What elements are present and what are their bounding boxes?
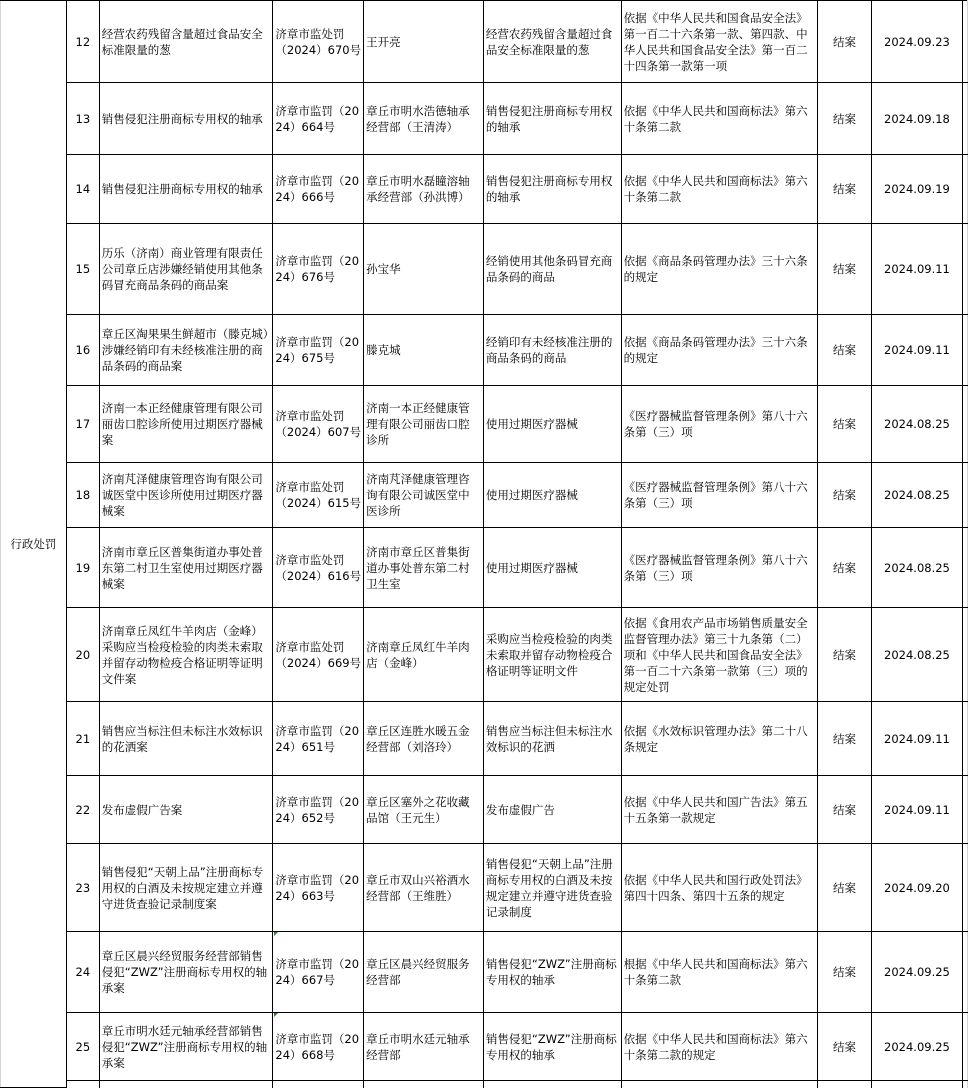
date-cell[interactable]: 2024.09.23 [871, 1, 962, 83]
party-cell[interactable]: 章丘区晨兴经贸服务经营部 [364, 932, 484, 1013]
table-row[interactable] [1, 608, 968, 702]
violation-cell[interactable]: 经销使用其他条码冒充商品条码的商品 [483, 224, 621, 315]
document-number-cell[interactable]: 济章市监处罚（2024）607号 [273, 386, 364, 463]
edge-cell [962, 315, 967, 386]
case-name-cell[interactable]: 章丘市明水廷元轴承经营部销售侵犯“ZWZ”注册商标专用权的轴承案 [99, 1013, 273, 1081]
cell-comment-marker [274, 932, 278, 936]
party-cell[interactable]: 章丘市双山兴裕酒水经营部（王维胜） [364, 844, 484, 932]
party-cell[interactable]: 章丘市明水廷元轴承经营部 [364, 1013, 484, 1081]
row-number[interactable]: 25 [66, 1013, 99, 1081]
edge-cell [962, 608, 967, 702]
row-number[interactable]: 14 [66, 155, 99, 224]
basis-cell[interactable]: 依据《中华人民共和国商标法》第六十条第二款 [621, 83, 818, 155]
violation-cell[interactable]: 销售侵犯注册商标专用权的轴承 [483, 155, 621, 224]
case-name-cell[interactable]: 济南芃泽健康管理咨询有限公司诚医堂中医诊所使用过期医疗器械案 [99, 463, 273, 528]
edge-cell [962, 155, 967, 224]
violation-cell[interactable]: 使用过期医疗器械 [483, 463, 621, 528]
basis-cell[interactable]: 《医疗器械监督管理条例》第八十六条第（三）项 [621, 528, 818, 608]
table-row[interactable] [1, 702, 968, 776]
row-number[interactable]: 12 [66, 1, 99, 83]
case-name-cell[interactable]: 销售侵犯注册商标专用权的轴承 [99, 83, 273, 155]
edge-cell [962, 463, 967, 528]
result-cell[interactable]: 结案 [818, 932, 872, 1013]
case-name-cell[interactable]: 济南市章丘区普集街道办事处普东第二村卫生室使用过期医疗器械案 [99, 528, 273, 608]
edge-cell [962, 1, 967, 83]
document-number-cell[interactable]: 济章市监罚（2024）667号 [273, 932, 364, 1013]
row-number[interactable]: 16 [66, 315, 99, 386]
result-cell[interactable]: 结案 [818, 155, 872, 224]
table-row[interactable] [1, 776, 968, 844]
party-cell[interactable]: 章丘市明水浩德轴承经营部（王清涛） [364, 83, 484, 155]
date-cell[interactable]: 2024.09.11 [871, 315, 962, 386]
party-cell[interactable]: 滕克城 [364, 315, 484, 386]
row-number[interactable]: 24 [66, 932, 99, 1013]
violation-cell[interactable]: 使用过期医疗器械 [483, 386, 621, 463]
result-cell[interactable]: 结案 [818, 463, 872, 528]
document-number-cell[interactable]: 济章市监罚（2024）668号 [273, 1013, 364, 1081]
violation-cell[interactable]: 销售侵犯“天朝上品”注册商标专用权的白酒及未按规定建立并遵守进货查验记录制度 [483, 844, 621, 932]
party-cell[interactable]: 济南章丘凤红牛羊肉店（金峰） [364, 608, 484, 702]
case-name-cell[interactable]: 发布虚假广告案 [99, 776, 273, 844]
result-cell[interactable]: 结案 [818, 528, 872, 608]
case-name-cell[interactable]: 章丘区晨兴经贸服务经营部销售侵犯“ZWZ”注册商标专用权的轴承案 [99, 932, 273, 1013]
edge-cell [962, 224, 967, 315]
row-number[interactable]: 21 [66, 702, 99, 776]
document-number-cell[interactable]: 济章市监罚（2024）651号 [273, 702, 364, 776]
document-number-cell[interactable]: 济章市监罚（2024）664号 [273, 83, 364, 155]
edge-cell [962, 83, 967, 155]
table-row[interactable] [1, 386, 968, 463]
document-number-cell[interactable]: 济章市监罚（2024）663号 [273, 844, 364, 932]
document-number-cell[interactable]: 济章市监处罚（2024）615号 [273, 463, 364, 528]
case-name-cell[interactable]: 销售应当标注但未标注水效标识的花洒案 [99, 702, 273, 776]
row-number[interactable]: 15 [66, 224, 99, 315]
party-cell[interactable]: 章丘区连胜水暖五金经营部（刘洛玲） [364, 702, 484, 776]
party-cell[interactable]: 章丘区塞外之花收藏品馆（王元生） [364, 776, 484, 844]
basis-cell[interactable]: 《医疗器械监督管理条例》第八十六条第（三）项 [621, 463, 818, 528]
table-row[interactable] [1, 83, 968, 155]
date-cell[interactable]: 2024.09.19 [871, 155, 962, 224]
row-number[interactable]: 20 [66, 608, 99, 702]
row-number[interactable]: 13 [66, 83, 99, 155]
row-number[interactable]: 22 [66, 776, 99, 844]
violation-cell[interactable]: 销售侵犯“ZWZ”注册商标专用权的轴承 [483, 932, 621, 1013]
violation-cell[interactable]: 使用过期医疗器械 [483, 528, 621, 608]
party-cell[interactable]: 济南芃泽健康管理咨询有限公司诚医堂中医诊所 [364, 463, 484, 528]
document-number-cell[interactable]: 济章市监罚（2024）652号 [273, 776, 364, 844]
result-cell[interactable]: 结案 [818, 702, 872, 776]
date-cell[interactable]: 2024.08.25 [871, 463, 962, 528]
date-cell[interactable]: 2024.09.25 [871, 932, 962, 1013]
edge-cell [962, 932, 967, 1013]
document-number-cell[interactable]: 济章市监处罚（2024）669号 [273, 608, 364, 702]
case-name-cell[interactable]: 济南一本正经健康管理有限公司丽齿口腔诊所使用过期医疗器械案 [99, 386, 273, 463]
date-cell[interactable]: 2024.09.18 [871, 83, 962, 155]
basis-cell[interactable]: 依据《中华人民共和国食品安全法》第一百二十六条第一款、第四款、中华人民共和国食品安全法》第一百二十四条第一款第一项 [621, 1, 818, 83]
table-row[interactable] [1, 315, 968, 386]
table-row[interactable] [1, 932, 968, 1013]
party-cell[interactable]: 孙宝华 [364, 224, 484, 315]
result-cell[interactable]: 结案 [818, 224, 872, 315]
date-cell[interactable]: 2024.08.25 [871, 528, 962, 608]
table-row-partial [1, 1081, 968, 1088]
table-row[interactable] [1, 224, 968, 315]
result-cell[interactable]: 结案 [818, 1, 872, 83]
case-name-cell[interactable]: 销售侵犯注册商标专用权的轴承 [99, 155, 273, 224]
case-name-cell[interactable]: 章丘区淘果果生鲜超市（滕克城）涉嫌经销印有未经核准注册的商品条码的商品案 [99, 315, 273, 386]
violation-cell[interactable]: 销售侵犯“ZWZ”注册商标专用权的轴承 [483, 1013, 621, 1081]
edge-cell [962, 1013, 967, 1081]
date-cell[interactable]: 2024.09.25 [871, 1013, 962, 1081]
table-row[interactable] [1, 1013, 968, 1081]
row-number[interactable]: 18 [66, 463, 99, 528]
basis-cell[interactable]: 依据《中华人民共和国商标法》第六十条第二款的规定 [621, 1013, 818, 1081]
result-cell[interactable]: 结案 [818, 608, 872, 702]
basis-cell[interactable]: 依据《中华人民共和国广告法》第五十五条第一款规定 [621, 776, 818, 844]
row-number[interactable]: 17 [66, 386, 99, 463]
table-row[interactable] [1, 463, 968, 528]
result-cell[interactable]: 结案 [818, 386, 872, 463]
document-number-cell[interactable]: 济章市监处罚（2024）616号 [273, 528, 364, 608]
date-cell[interactable]: 2024.09.11 [871, 776, 962, 844]
edge-cell [962, 844, 967, 932]
basis-cell[interactable]: 根据《中华人民共和国商标法》第六十条第二款 [621, 932, 818, 1013]
row-number[interactable]: 23 [66, 844, 99, 932]
edge-cell [962, 776, 967, 844]
case-name-cell[interactable]: 济南章丘凤红牛羊肉店（金峰）采购应当检疫检验的肉类未索取并留存动物检疫合格证明等证明文件案 [99, 608, 273, 702]
basis-cell[interactable]: 依据《食用农产品市场销售质量安全监督管理办法》第三十九条第（二）项和《中华人民共和国食品安全法》第一百二十六条第一款第（三）项的规定处罚 [621, 608, 818, 702]
result-cell[interactable]: 结案 [818, 315, 872, 386]
document-number-cell[interactable]: 济章市监罚（2024）666号 [273, 155, 364, 224]
party-cell[interactable]: 王开亮 [364, 1, 484, 83]
row-number[interactable]: 19 [66, 528, 99, 608]
basis-cell[interactable]: 依据《中华人民共和国行政处罚法》第四十四条、第四十五条的规定 [621, 844, 818, 932]
cell-comment-marker [274, 1013, 278, 1017]
basis-cell[interactable]: 《医疗器械监督管理条例》第八十六条第（三）项 [621, 386, 818, 463]
document-number-cell[interactable]: 济章市监罚（2024）676号 [273, 224, 364, 315]
table-row[interactable] [1, 528, 968, 608]
result-cell[interactable]: 结案 [818, 776, 872, 844]
party-cell[interactable]: 济南市章丘区普集街道办事处普东第二村卫生室 [364, 528, 484, 608]
case-name-cell[interactable]: 经营农药残留含量超过食品安全标准限量的葱 [99, 1, 273, 83]
date-cell[interactable]: 2024.09.11 [871, 224, 962, 315]
basis-cell[interactable]: 依据《商品条码管理办法》三十六条的规定 [621, 224, 818, 315]
result-cell[interactable]: 结案 [818, 1013, 872, 1081]
violation-cell[interactable]: 发布虚假广告 [483, 776, 621, 844]
case-name-cell[interactable]: 销售侵犯“天朝上品”注册商标专用权的白酒及未按规定建立并遵守进货查验记录制度案 [99, 844, 273, 932]
table-row[interactable] [1, 1, 968, 83]
violation-cell[interactable]: 采购应当检疫检验的肉类未索取并留存动物检疫合格证明等证明文件 [483, 608, 621, 702]
date-cell[interactable]: 2024.08.25 [871, 386, 962, 463]
case-name-cell[interactable]: 历乐（济南）商业管理有限责任公司章丘店涉嫌经销使用其他条码冒充商品条码的商品案 [99, 224, 273, 315]
party-cell[interactable]: 章丘市明水磊瞳溶轴承经营部（孙洪博） [364, 155, 484, 224]
category-cell[interactable]: 行政处罚 [1, 1, 67, 1088]
edge-cell [962, 528, 967, 608]
basis-cell[interactable]: 依据《商品条码管理办法》三十六条的规定 [621, 315, 818, 386]
document-number-cell[interactable]: 济章市监罚（2024）675号 [273, 315, 364, 386]
violation-cell[interactable]: 经销印有未经核准注册的商品条码的商品 [483, 315, 621, 386]
violation-cell[interactable]: 销售应当标注但未标注水效标识的花洒 [483, 702, 621, 776]
table-row[interactable] [1, 844, 968, 932]
result-cell[interactable]: 结案 [818, 844, 872, 932]
date-cell[interactable]: 2024.09.20 [871, 844, 962, 932]
result-cell[interactable]: 结案 [818, 83, 872, 155]
document-number-cell[interactable]: 济章市监处罚（2024）670号 [273, 1, 364, 83]
date-cell[interactable]: 2024.08.25 [871, 608, 962, 702]
basis-cell[interactable]: 依据《中华人民共和国商标法》第六十条第二款 [621, 155, 818, 224]
party-cell[interactable]: 济南一本正经健康管理有限公司丽齿口腔诊所 [364, 386, 484, 463]
violation-cell[interactable]: 销售侵犯注册商标专用权的轴承 [483, 83, 621, 155]
edge-cell [962, 702, 967, 776]
basis-cell[interactable]: 依据《水效标识管理办法》第二十八条规定 [621, 702, 818, 776]
date-cell[interactable]: 2024.09.11 [871, 702, 962, 776]
edge-cell [962, 386, 967, 463]
table-row[interactable] [1, 155, 968, 224]
violation-cell[interactable]: 经营农药残留含量超过食品安全标准限量的葱 [483, 1, 621, 83]
